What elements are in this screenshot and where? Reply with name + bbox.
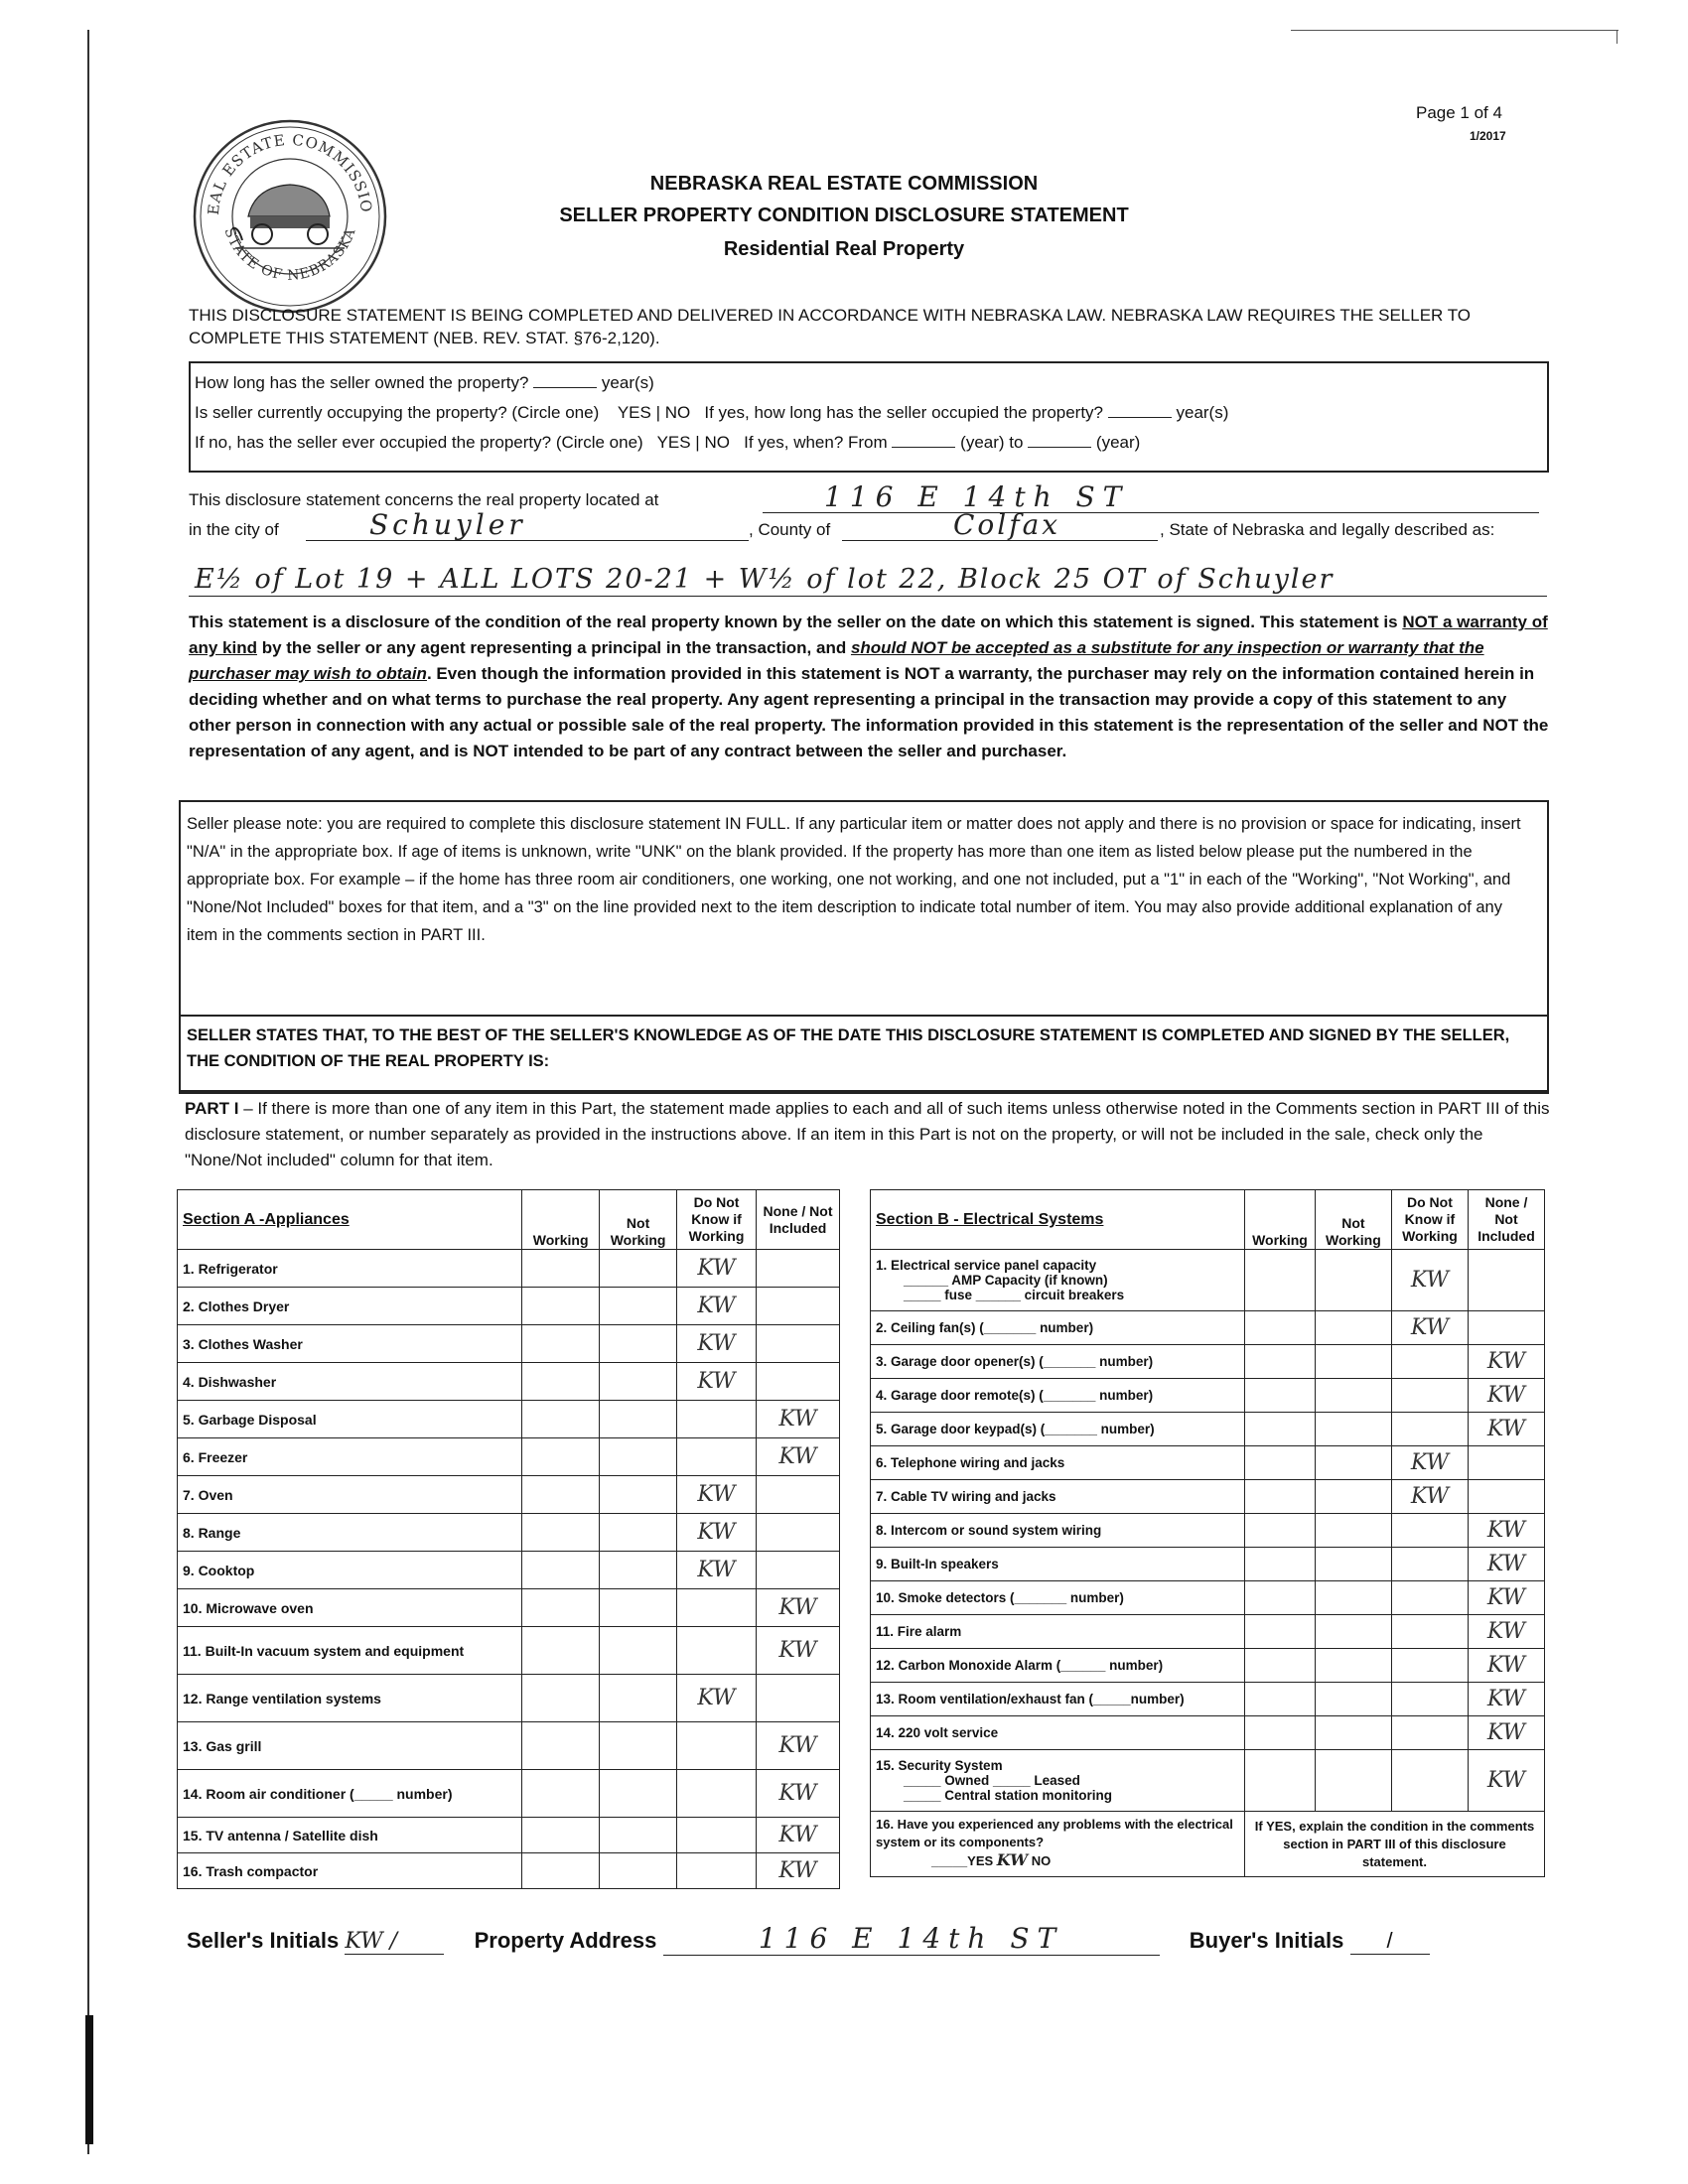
item-label: 12. Range ventilation systems [178,1675,522,1722]
item-label-text: 1. Electrical service panel capacity [876,1258,1097,1273]
table-row [871,1548,1545,1581]
page-number: Page 1 of 4 [1416,103,1502,122]
not-working-cell[interactable] [600,1325,677,1363]
years-owned-field[interactable] [533,387,597,388]
working-cell[interactable] [1244,1683,1315,1716]
dont-know-cell[interactable] [677,1438,757,1476]
table-row [178,1438,840,1476]
none-cell[interactable] [1468,1480,1544,1514]
not-working-cell[interactable] [600,1853,677,1889]
working-cell[interactable] [522,1476,600,1514]
ownership-q2: Is seller currently occupying the property? (Circle one) YES | NO If yes, how long has the seller occupied the property? year(s) [195,403,1229,422]
none-cell[interactable]: KW [757,1770,840,1818]
buyer-initials-label: Buyer's Initials [1189,1928,1344,1953]
dont-know-cell[interactable] [1391,1514,1468,1548]
item-sub-label: _____ fuse ______ circuit breakers [904,1288,1125,1302]
table-row [871,1311,1545,1345]
dont-know-cell[interactable]: KW [677,1514,757,1552]
dont-know-cell[interactable] [1391,1649,1468,1683]
table-row [871,1683,1545,1716]
working-cell[interactable] [1244,1413,1315,1446]
table-row [178,1514,840,1552]
item-label [871,1446,1245,1480]
left-margin-mark [85,2015,93,2144]
dont-know-cell[interactable]: KW [677,1552,757,1589]
item-label: 3. Clothes Washer [178,1325,522,1363]
dont-know-cell[interactable]: KW [677,1675,757,1722]
working-cell[interactable] [1244,1514,1315,1548]
item-label [871,1581,1245,1615]
not-working-cell[interactable] [600,1288,677,1325]
table-row [871,1480,1545,1514]
working-cell[interactable] [1244,1615,1315,1649]
not-working-cell[interactable] [1315,1683,1391,1716]
table-row [178,1770,840,1818]
table-row [178,1818,840,1853]
dont-know-cell[interactable] [677,1770,757,1818]
ownership-q3: If no, has the seller ever occupied the property? (Circle one) YES | NO If yes, when? From (year) to (year) [195,433,1141,452]
working-cell[interactable] [522,1589,600,1627]
not-working-cell[interactable] [1315,1413,1391,1446]
item-sub-label: _____ Owned _____ Leased [904,1773,1080,1788]
address-label: This disclosure statement concerns the real property located at [189,490,659,509]
item-label [871,1345,1245,1379]
legal-line [189,596,1547,597]
table-row [178,1722,840,1770]
table-row [178,1853,840,1889]
electrical-problems-mark[interactable]: KW [996,1850,1029,1869]
dont-know-cell[interactable]: KW [1391,1480,1468,1514]
not-working-cell[interactable] [600,1818,677,1853]
footer [187,1922,1577,1956]
county-value[interactable]: Colfax [953,508,1061,541]
item-label-text: 6. Telephone wiring and jacks [876,1455,1065,1470]
none-cell[interactable] [1468,1446,1544,1480]
item-label: 16. Trash compactor [178,1853,522,1889]
item-label-text: 9. Built-In speakers [876,1557,999,1571]
col-dont-know: Do Not Know if Working [677,1190,757,1250]
item-label [871,1716,1245,1750]
none-cell[interactable]: KW [1468,1514,1544,1548]
years-occupied-field[interactable] [1108,417,1172,418]
working-cell[interactable] [1244,1345,1315,1379]
dont-know-cell[interactable] [1391,1581,1468,1615]
not-working-cell[interactable] [1315,1311,1391,1345]
dont-know-cell[interactable] [1391,1379,1468,1413]
working-cell[interactable] [1244,1480,1315,1514]
table-row [178,1325,840,1363]
none-cell[interactable] [757,1552,840,1589]
county-label: , County of [749,520,831,539]
not-working-cell[interactable] [1315,1345,1391,1379]
from-year-field[interactable] [892,447,955,448]
not-working-cell[interactable] [1315,1615,1391,1649]
disclaimer-text: This statement is a disclosure of the condition of the real property known by the seller on the date on which this statement is signed. This statement is NOT a warranty of any kind by the seller or any agent representing a principal in the transaction, and should NOT be accepted as a substitute for any inspection or warranty that the purchaser may wish to obtain. Even though the information provided in this statement is NOT a warranty, the purchaser may rely on the information contained herein in deciding whether and on what terms to purchase the real property. Any agent representing a principal in the transaction may provide a copy of this statement to any other person in connection with any actual or possible sale of the real property. The information provided in this statement is the representation of the seller and NOT the representation of any agent, and is NOT intended to be part of any contract between the seller and purchaser. [189,613,1549,760]
item-label: 15. TV antenna / Satellite dish [178,1818,522,1853]
none-cell[interactable]: KW [1468,1615,1544,1649]
not-working-cell[interactable] [600,1438,677,1476]
table-row [178,1288,840,1325]
table-row [178,1627,840,1675]
electrical-problems-explain: If YES, explain the condition in the comments section in PART III of this disclosure statement. [1244,1812,1544,1877]
working-cell[interactable] [1244,1548,1315,1581]
occupying-yes-no[interactable]: YES | NO [617,403,691,422]
dont-know-cell[interactable]: KW [677,1325,757,1363]
part1-text: PART I – If there is more than one of any item in this Part, the statement made applies to each and all of such items unless otherwise noted in the Comments section in PART III of this disclosure statement, or number separately as provided in the instructions above. If an item in this Part is not on the property, or will not be included in the sale, check only the "None/Not included" column for that item. [185,1099,1550,1169]
none-cell[interactable] [757,1250,840,1288]
working-cell[interactable] [1244,1446,1315,1480]
item-sub-label: _____ Central station monitoring [904,1788,1113,1803]
item-label-text: 12. Carbon Monoxide Alarm (______ number) [876,1658,1164,1673]
dont-know-cell[interactable]: KW [1391,1250,1468,1311]
not-working-cell[interactable] [600,1476,677,1514]
none-cell[interactable]: KW [1468,1581,1544,1615]
none-cell[interactable]: KW [1468,1750,1544,1812]
item-label-text: 4. Garage door remote(s) (_______ number) [876,1388,1154,1403]
working-cell[interactable] [522,1818,600,1853]
working-cell[interactable] [522,1363,600,1401]
item-label [871,1250,1245,1311]
top-rule [1291,30,1618,31]
item-label-text: 8. Intercom or sound system wiring [876,1523,1102,1538]
item-label-text: 2. Ceiling fan(s) (_______ number) [876,1320,1094,1335]
to-year-field[interactable] [1028,447,1091,448]
table-row [178,1401,840,1438]
item-label: 1. Refrigerator [178,1250,522,1288]
item-label-text: 11. Fire alarm [876,1624,962,1639]
table-row [178,1363,840,1401]
not-working-cell[interactable] [1315,1250,1391,1311]
table-row [178,1675,840,1722]
dont-know-cell[interactable] [677,1722,757,1770]
not-working-cell[interactable] [1315,1750,1391,1812]
table-row [871,1716,1545,1750]
item-label-text: 13. Room ventilation/exhaust fan (_____number) [876,1692,1185,1706]
item-label [871,1615,1245,1649]
not-working-cell[interactable] [600,1401,677,1438]
not-working-cell[interactable] [1315,1379,1391,1413]
none-cell[interactable]: KW [757,1401,840,1438]
state-label: , State of Nebraska and legally described as: [1160,520,1495,539]
intro-text: THIS DISCLOSURE STATEMENT IS BEING COMPLETED AND DELIVERED IN ACCORDANCE WITH NEBRASKA LAW. NEBRASKA LAW REQUIRES THE SELLER TO COMPLETE THIS STATEMENT (NEB. REV. STAT. §76-2,120). [189,306,1472,347]
not-working-cell[interactable] [1315,1480,1391,1514]
not-working-cell[interactable] [600,1722,677,1770]
item-label-text: 7. Cable TV wiring and jacks [876,1489,1056,1504]
item-label [871,1514,1245,1548]
seal-top-text: EAL ESTATE COMMISSIO [204,130,376,216]
not-working-cell[interactable] [1315,1716,1391,1750]
item-label-text: 3. Garage door opener(s) (_______ number) [876,1354,1154,1369]
not-working-cell[interactable] [1315,1649,1391,1683]
working-cell[interactable] [522,1722,600,1770]
seller-states-text: SELLER STATES THAT, TO THE BEST OF THE SELLER'S KNOWLEDGE AS OF THE DATE THIS DISCLOSURE STATEMENT IS COMPLETED AND SIGNED BY THE SELLER, THE CONDITION OF THE REAL PROPERTY IS: [187,1026,1510,1070]
none-cell[interactable] [757,1325,840,1363]
item-label: 10. Microwave oven [178,1589,522,1627]
item-label: 4. Dishwasher [178,1363,522,1401]
item-label-text: 14. 220 volt service [876,1725,999,1740]
table-row [871,1413,1545,1446]
item-label: 14. Room air conditioner (_____ number) [178,1770,522,1818]
col-working: Working [522,1190,600,1250]
none-cell[interactable]: KW [757,1627,840,1675]
not-working-cell[interactable] [600,1675,677,1722]
none-cell[interactable]: KW [757,1589,840,1627]
not-working-cell[interactable] [1315,1446,1391,1480]
legal-description[interactable]: E½ of Lot 19 + ALL LOTS 20-21 + W½ of lot 22, Block 25 OT of Schuyler [195,564,1335,595]
table-row [178,1250,840,1288]
item-label [871,1379,1245,1413]
not-working-cell[interactable] [600,1552,677,1589]
item-label [871,1649,1245,1683]
none-cell[interactable] [757,1363,840,1401]
table-row [871,1750,1545,1812]
seal-bottom-text: STATE OF NEBRASKA [220,225,359,284]
electrical-problems-question: 16. Have you experienced any problems with the electrical system or its components? _____YES KW NO [871,1812,1245,1877]
dont-know-cell[interactable]: KW [677,1288,757,1325]
table-row [178,1476,840,1514]
none-cell[interactable]: KW [1468,1345,1544,1379]
address-value[interactable]: 116 E 14th ST [824,480,1130,513]
item-label: 5. Garbage Disposal [178,1401,522,1438]
table-row [871,1379,1545,1413]
table-row [871,1250,1545,1311]
not-working-cell[interactable] [1315,1581,1391,1615]
item-label [871,1311,1245,1345]
none-cell[interactable]: KW [1468,1379,1544,1413]
seller-initials-label: Seller's Initials [187,1928,340,1953]
none-cell[interactable] [757,1514,840,1552]
dont-know-cell[interactable] [677,1589,757,1627]
col-none: None / Not Included [1468,1190,1544,1250]
none-cell[interactable] [757,1288,840,1325]
working-cell[interactable] [1244,1379,1315,1413]
working-cell[interactable] [1244,1649,1315,1683]
col-working: Working [1244,1190,1315,1250]
item-label: 6. Freezer [178,1438,522,1476]
property-address-field[interactable]: 116 E 14th ST [663,1922,1160,1956]
item-label [871,1413,1245,1446]
item-label [871,1683,1245,1716]
header-line1: NEBRASKA REAL ESTATE COMMISSION [649,173,1039,195]
table-row [871,1446,1545,1480]
working-cell[interactable] [522,1288,600,1325]
dont-know-cell[interactable] [1391,1345,1468,1379]
working-cell[interactable] [1244,1716,1315,1750]
item-label-text: 5. Garage door keypad(s) (_______ number) [876,1422,1155,1436]
dont-know-cell[interactable] [677,1627,757,1675]
working-cell[interactable] [522,1675,600,1722]
dont-know-cell[interactable] [677,1818,757,1853]
none-cell[interactable]: KW [757,1853,840,1889]
item-label: 13. Gas grill [178,1722,522,1770]
none-cell[interactable] [757,1476,840,1514]
none-cell[interactable]: KW [1468,1413,1544,1446]
ownership-q1: How long has the seller owned the property? year(s) [195,373,654,392]
item-label [871,1480,1245,1514]
item-label-text: 10. Smoke detectors (_______ number) [876,1590,1124,1605]
working-cell[interactable] [1244,1311,1315,1345]
working-cell[interactable] [522,1401,600,1438]
not-working-cell[interactable] [600,1514,677,1552]
table-row [871,1345,1545,1379]
property-address-label: Property Address [474,1928,657,1953]
not-working-cell[interactable] [600,1250,677,1288]
top-rule-tick [1617,30,1618,44]
section-a-title: Section A -Appliances [178,1190,522,1250]
seller-initials-field[interactable]: KW / [345,1929,444,1955]
page-date: 1/2017 [1470,129,1506,143]
none-cell[interactable] [757,1675,840,1722]
dont-know-cell[interactable] [1391,1548,1468,1581]
working-cell[interactable] [522,1325,600,1363]
table-row [871,1581,1545,1615]
working-cell[interactable] [522,1438,600,1476]
working-cell[interactable] [522,1552,600,1589]
not-working-cell[interactable] [1315,1514,1391,1548]
none-cell[interactable] [1468,1311,1544,1345]
col-not-working: Not Working [600,1190,677,1250]
not-working-cell[interactable] [600,1363,677,1401]
not-working-cell[interactable] [600,1627,677,1675]
section-b-title: Section B - Electrical Systems [871,1190,1245,1250]
working-cell[interactable] [1244,1750,1315,1812]
col-dont-know: Do Not Know if Working [1391,1190,1468,1250]
dont-know-cell[interactable]: KW [1391,1311,1468,1345]
dont-know-cell[interactable]: KW [677,1250,757,1288]
not-working-cell[interactable] [600,1770,677,1818]
working-cell[interactable] [522,1250,600,1288]
item-label: 2. Clothes Dryer [178,1288,522,1325]
item-label-text: 15. Security System [876,1758,1003,1773]
col-none: None / Not Included [757,1190,840,1250]
table-row [871,1649,1545,1683]
none-cell[interactable]: KW [757,1722,840,1770]
none-cell[interactable] [1468,1250,1544,1311]
header-line3: Residential Real Property [723,238,965,260]
item-label [871,1548,1245,1581]
dont-know-cell[interactable]: KW [677,1363,757,1401]
item-label: 11. Built-In vacuum system and equipment [178,1627,522,1675]
working-cell[interactable] [522,1853,600,1889]
working-cell[interactable] [522,1514,600,1552]
city-label: in the city of [189,520,279,539]
item-label: 9. Cooktop [178,1552,522,1589]
item-label [871,1750,1245,1812]
section-b-table [870,1189,1545,1877]
none-cell[interactable]: KW [757,1438,840,1476]
table-row [178,1552,840,1589]
table-row [178,1589,840,1627]
dont-know-cell[interactable]: KW [677,1476,757,1514]
dont-know-cell[interactable] [1391,1716,1468,1750]
dont-know-cell[interactable]: KW [1391,1446,1468,1480]
dont-know-cell[interactable] [1391,1413,1468,1446]
section-a-table [177,1189,840,1889]
item-sub-label: ______ AMP Capacity (if known) [904,1273,1108,1288]
table-row [871,1514,1545,1548]
seller-note-text: Seller please note: you are required to complete this disclosure statement IN FULL. If any particular item or matter does not apply and there is no provision or space for indicating, insert "N/A" in the appropriate box. If age of items is unknown, write "UNK" on the blank provided. If the property has more than one item as listed below please put the numbered in the appropriate box. For example – if the home has three room air conditioners, one working, one not working, and one not included, put a "1" in each of the "Working", "Not Working", and "None/Not Included" boxes for that item, and a "3" on the line provided next to the item description to indicate total number of item. You may also provide additional explanation of any item in the comments section in PART III. [187,815,1521,944]
none-cell[interactable]: KW [1468,1716,1544,1750]
not-working-cell[interactable] [1315,1548,1391,1581]
ever-occupied-yes-no[interactable]: YES | NO [656,433,730,452]
dont-know-cell[interactable] [1391,1615,1468,1649]
item-label: 8. Range [178,1514,522,1552]
table-row [871,1615,1545,1649]
left-margin-line [87,30,89,2154]
working-cell[interactable] [522,1627,600,1675]
buyer-initials-field[interactable]: / [1350,1928,1430,1955]
city-value[interactable]: Schuyler [369,508,526,541]
none-cell[interactable]: KW [1468,1683,1544,1716]
item-label: 7. Oven [178,1476,522,1514]
not-working-cell[interactable] [600,1589,677,1627]
working-cell[interactable] [1244,1581,1315,1615]
working-cell[interactable] [1244,1250,1315,1311]
none-cell[interactable]: KW [757,1818,840,1853]
dont-know-cell[interactable] [1391,1750,1468,1812]
none-cell[interactable]: KW [1468,1649,1544,1683]
none-cell[interactable]: KW [1468,1548,1544,1581]
working-cell[interactable] [522,1770,600,1818]
col-not-working: Not Working [1315,1190,1391,1250]
header-line2: SELLER PROPERTY CONDITION DISCLOSURE STATEMENT [559,205,1129,226]
dont-know-cell[interactable] [677,1401,757,1438]
dont-know-cell[interactable] [677,1853,757,1889]
dont-know-cell[interactable] [1391,1683,1468,1716]
